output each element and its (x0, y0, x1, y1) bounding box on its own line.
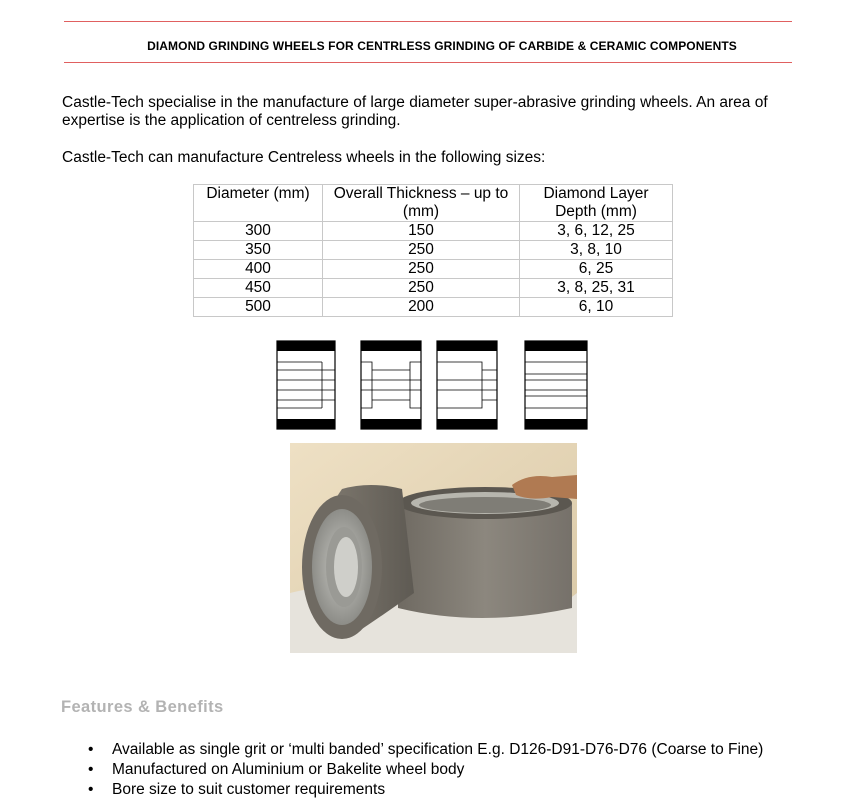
column-header-thickness: Overall Thickness – up to (mm) (323, 185, 520, 222)
table-cell: 250 (323, 260, 520, 279)
feature-text: Bore size to suit customer requirements (112, 781, 386, 798)
column-header-layer-depth: Diamond Layer Depth (mm) (520, 185, 673, 222)
table-cell: 3, 8, 25, 31 (520, 279, 673, 298)
table-cell: 6, 10 (520, 298, 673, 317)
table-cell: 6, 25 (520, 260, 673, 279)
table-cell: 500 (194, 298, 323, 317)
list-item (82, 740, 822, 760)
table-row (194, 279, 673, 298)
table-cell: 150 (323, 222, 520, 241)
grinding-wheels-photo (290, 443, 577, 653)
table-cell: 3, 8, 10 (520, 241, 673, 260)
features-list (82, 740, 822, 800)
list-item (82, 780, 822, 800)
feature-text: Available as single grit or ‘multi banded’ specification E.g. D126-D91-D76-D76 (Coarse to Fine) (112, 741, 764, 758)
wheel-profile-3 (437, 341, 497, 429)
table-row (194, 222, 673, 241)
table-cell: 350 (194, 241, 323, 260)
sizes-table (193, 184, 673, 317)
table-cell: 250 (323, 279, 520, 298)
wheel-profile-4 (525, 341, 587, 429)
intro-paragraph: Castle-Tech specialise in the manufacture of large diameter super-abrasive grinding wheels. An area of expertise is the application of centreless grinding. (62, 94, 768, 129)
wheel-profile-diagrams (276, 340, 588, 432)
column-header-diameter: Diameter (mm) (194, 185, 323, 222)
feature-text: Manufactured on Aluminium or Bakelite wheel body (112, 761, 465, 778)
bullet-icon: • (88, 761, 94, 778)
sizes-intro-paragraph: Castle-Tech can manufacture Centreless wheels in the following sizes: (62, 149, 546, 166)
bullet-icon: • (88, 781, 94, 798)
table-row (194, 298, 673, 317)
wheel-profile-1 (277, 341, 335, 429)
wheel-profile-2 (361, 341, 421, 429)
table-cell: 400 (194, 260, 323, 279)
table-cell: 250 (323, 241, 520, 260)
table-cell: 300 (194, 222, 323, 241)
table-cell: 200 (323, 298, 520, 317)
list-item (82, 760, 822, 780)
page-heading: DIAMOND GRINDING WHEELS FOR CENTRLESS GRINDING OF CARBIDE & CERAMIC COMPONENTS (147, 39, 737, 53)
table-row (194, 260, 673, 279)
top-rule (64, 21, 792, 22)
table-cell: 450 (194, 279, 323, 298)
features-title: Features & Benefits (61, 698, 224, 716)
bullet-icon: • (88, 741, 94, 758)
table-header-row (194, 185, 673, 222)
table-row (194, 241, 673, 260)
bottom-rule (64, 62, 792, 63)
table-cell: 3, 6, 12, 25 (520, 222, 673, 241)
